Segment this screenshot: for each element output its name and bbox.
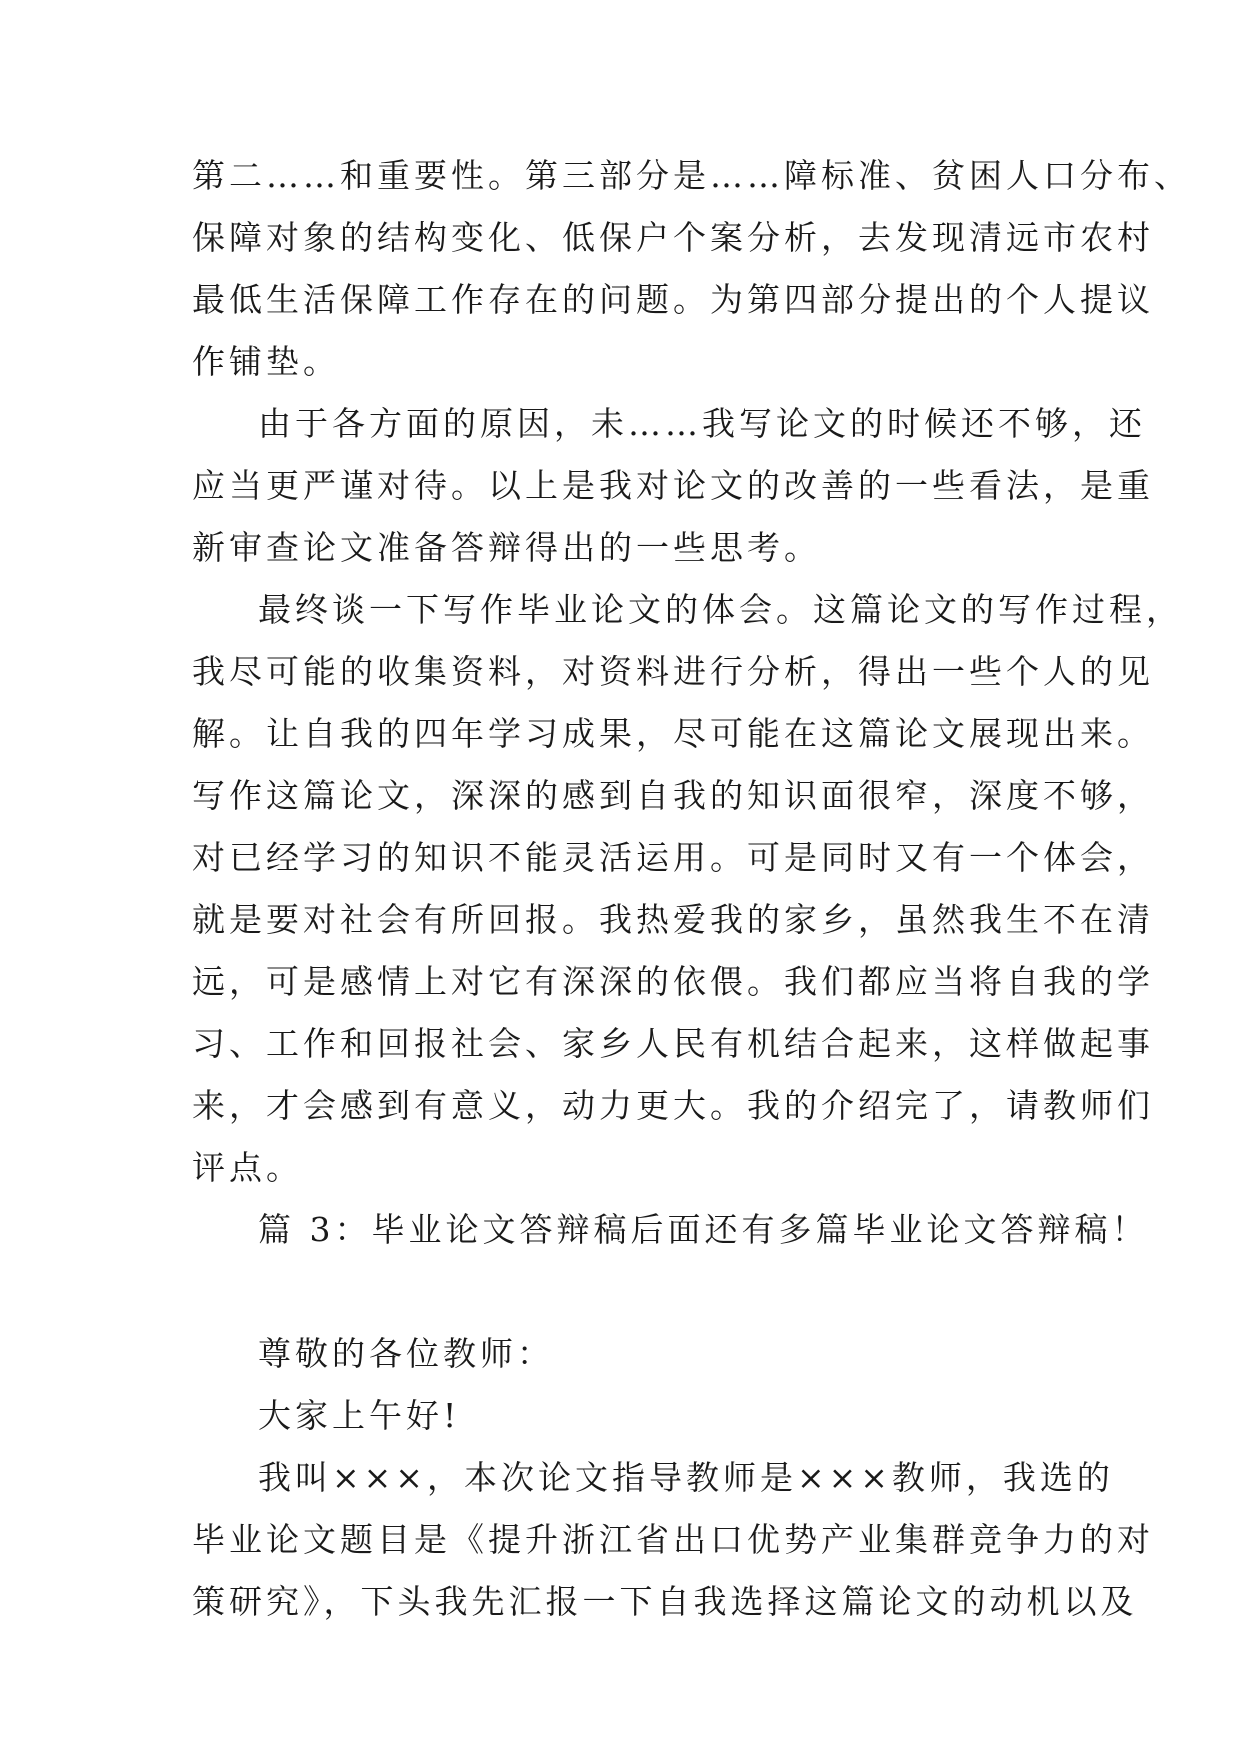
text-line: 第二……和重要性。第三部分是……障标准、贫困人口分布、	[192, 156, 1191, 195]
text-line: 作铺垫。	[192, 342, 340, 381]
text-line: 对已经学习的知识不能灵活运用。可是同时又有一个体会，	[192, 838, 1154, 877]
text-line: 就是要对社会有所回报。我热爱我的家乡，虽然我生不在清	[192, 900, 1154, 939]
blank-line	[192, 1261, 1072, 1323]
text-line: 最终谈一下写作毕业论文的体会。这篇论文的写作过程，	[258, 590, 1183, 629]
text-line: 解。让自我的四年学习成果，尽可能在这篇论文展现出来。	[192, 714, 1154, 753]
text-line: 来，才会感到有意义，动力更大。我的介绍完了，请教师们	[192, 1086, 1154, 1125]
paragraph	[192, 393, 1154, 579]
text-line: 由于各方面的原因，未……我写论文的时候还不够，还	[258, 404, 1146, 443]
salutation: 尊敬的各位教师：	[258, 1334, 554, 1373]
paragraph	[192, 145, 1191, 393]
text-line: 我叫×××，本次论文指导教师是×××教师，我选的	[258, 1458, 1114, 1497]
text-line: 我尽可能的收集资料，对资料进行分析，得出一些个人的见	[192, 652, 1154, 691]
text-line: 应当更严谨对待。以上是我对论文的改善的一些看法，是重	[192, 466, 1154, 505]
paragraph	[192, 1447, 1154, 1633]
paragraph	[192, 579, 1183, 1199]
text-line: 写作这篇论文，深深的感到自我的知识面很窄，深度不够，	[192, 776, 1154, 815]
document-body	[192, 145, 1191, 1633]
text-line: 新审查论文准备答辩得出的一些思考。	[192, 528, 821, 567]
section-heading: 篇 3：毕业论文答辩稿后面还有多篇毕业论文答辩稿！	[258, 1210, 1149, 1249]
text-line: 习、工作和回报社会、家乡人民有机结合起来，这样做起事	[192, 1024, 1154, 1063]
greeting: 大家上午好!	[258, 1396, 461, 1435]
text-line: 远，可是感情上对它有深深的依偎。我们都应当将自我的学	[192, 962, 1154, 1001]
text-line: 保障对象的结构变化、低保户个案分析，去发现清远市农村	[192, 218, 1154, 257]
text-line: 评点。	[192, 1148, 303, 1187]
text-line: 最低生活保障工作存在的问题。为第四部分提出的个人提议	[192, 280, 1154, 319]
text-line: 策研究》，下头我先汇报一下自我选择这篇论文的动机以及	[192, 1582, 1138, 1621]
text-line: 毕业论文题目是《提升浙江省出口优势产业集群竞争力的对	[192, 1520, 1154, 1559]
